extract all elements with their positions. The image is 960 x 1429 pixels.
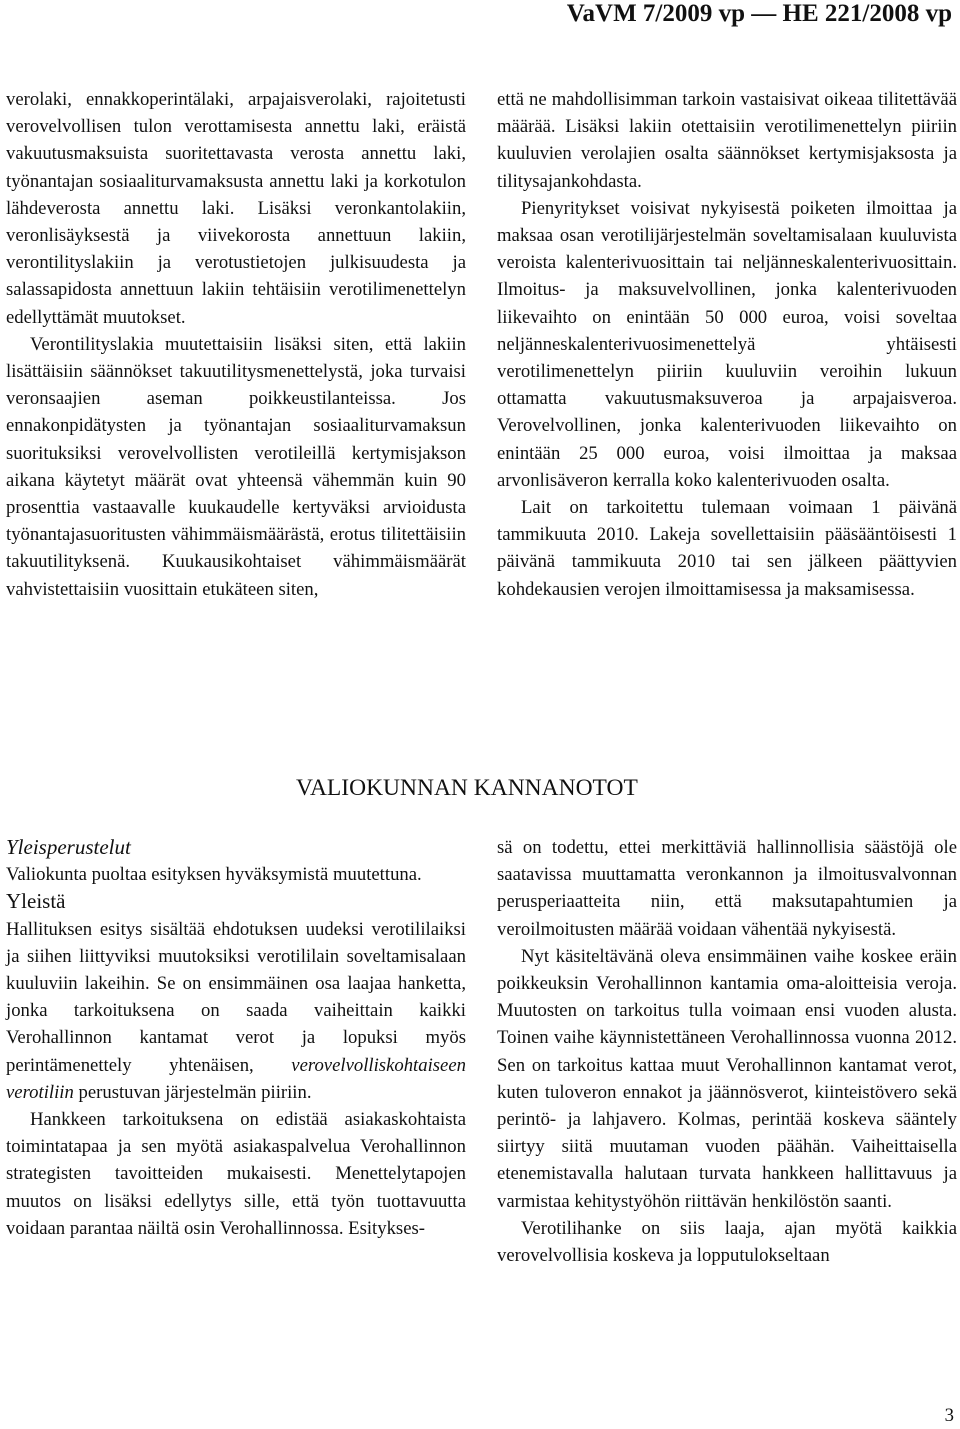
paragraph: Lait on tarkoitettu tulemaan voimaan 1 päivänä tammikuuta 2010. Lakeja sovellettaisiin pääsääntöisesti 1 päivänä tammikuuta 2010 tai sen jälkeen päättyvien kohdekausien verojen ilmoittamisessa ja maksamisessa. bbox=[497, 497, 957, 600]
paragraph: Verontilityslakia muutettaisiin lisäksi siten, että lakiin lisättäisiin säännökset takuutilitysmenettelystä, joka turvaisi veronsaajien aseman poikkeustilanteissa. Jos ennakonpidätysten ja työnantajan sosiaaliturvamaksun suorituksiksi verovelvollisten verotileillä kertymisjakson aikana käytetyt määrät ovat yhteensä vähemmän kuin 90 prosenttia vastaavalle kuukaudelle kertyväksi arvioidusta työnantajasuoritusten vähimmäismäärästä, erotus tilitettäisiin takuutilityksenä. Kuukausikohtaiset vähimmäismäärät vahvistettaisiin vuosittain etukäteen siten, bbox=[6, 333, 466, 600]
paragraph: verolaki, ennakkoperintälaki, arpajaisverolaki, rajoitetusti verovelvollisen tulon verottamisesta annettu laki, eräistä vakuutusmaksuista suoritettavasta verosta annettu laki, työnantajan sosiaaliturvamaksusta annettu laki ja korkotulon lähdeverosta annettu laki. Lisäksi veronkantolakiin, veronlisäyksestä ja viivekorosta annettuun lakiin, verontilityslakiin ja verotustietojen julkisuudesta ja salassapidosta annettuun lakiin tehtäisiin verotilimenettelyn edellyttämät muutokset. bbox=[6, 89, 466, 328]
subheading-general-reasons: Yleisperustelut bbox=[6, 835, 131, 859]
paragraph: Nyt käsiteltävänä oleva ensimmäinen vaihe koskee eräin poikkeuksin Verohallinnon kantamia oma-aloitteisia veroja. Muutosten on tarkoitus tulla voimaan ensi vuoden alusta. Toinen vaihe käynnistettäneen Verohallinnossa vuonna 2012. Sen on tarkoitus kattaa muut Verohallinnon kantamat verot, kuten tuloveron ennakot ja jäännösverot, kiinteistövero sekä perintö- ja lahjavero. Kolmas, perintää koskeva sääntely siirtyy siitä muutaman vuoden päähän. Vaiheittaisella etenemistavalla halutaan turvata hankkeen hallittavuus ja varmistaa kehitystyöhön riittävän henkilöstön saanti. bbox=[497, 945, 957, 1212]
text-run: Hallituksen esitys sisältää ehdotuksen uudeksi verotililaiksi ja siihen liittyviksi muutoksiksi verotililain soveltamisalaan kuuluviin lakeihin. Se on ensimmäinen osa laajaa hanketta, jonka tarkoituksena on saada vaiheittain kaikki Verohallinnon kantamat verot ja lopuksi myös perintämenettely yhtenäisen, bbox=[6, 918, 466, 1076]
paragraph: sä on todettu, ettei merkittäviä hallinnollisia säästöjä ole saatavissa muuttamatta veronkannon ja ilmoitusvalvonnan perusperiaatteita niin, että maksutapahtumien ja veroilmoitusten määrää voidaan vähentää nykyisestä. bbox=[497, 837, 957, 940]
bottom-left-column bbox=[6, 834, 466, 1242]
paragraph: että ne mahdollisimman tarkoin vastaisivat oikeaa tilitettävää määrää. Lisäksi lakiin otettaisiin verotilimenettelyn piiriin kuuluvien verolajien osalta säännökset kertymisjaksosta ja tilitysajankohdasta. bbox=[497, 89, 957, 192]
running-header: VaVM 7/2009 vp — HE 221/2008 vp bbox=[566, 0, 952, 27]
subheading-general: Yleistä bbox=[6, 889, 66, 914]
top-left-column bbox=[6, 86, 466, 603]
section-title: VALIOKUNNAN KANNANOTOT bbox=[296, 775, 638, 801]
paragraph: Valiokunta puoltaa esityksen hyväksymistä muutettuna. bbox=[6, 864, 422, 886]
top-right-column bbox=[497, 86, 957, 603]
paragraph: Verotilihanke on siis laaja, ajan myötä kaikkia verovelvollisia koskeva ja lopputulokseltaan bbox=[497, 1217, 957, 1267]
paragraph bbox=[6, 916, 466, 1106]
page-number: 3 bbox=[944, 1405, 954, 1426]
text-run: perustuvan järjestelmän piiriin. bbox=[73, 1081, 312, 1103]
emphasis-text: verovelvolliskohtaiseen verotiliin bbox=[6, 1054, 466, 1103]
paragraph: Hankkeen tarkoituksena on edistää asiakaskohtaista toimintatapaa ja sen myötä asiakaspalvelua Verohallinnon strategisten tavoitteiden mukaisesti. Menettelytapojen muutos on lisäksi edellytys sille, että työn tuottavuutta voidaan parantaa näiltä osin Verohallinnossa. Esitykses- bbox=[6, 1109, 466, 1239]
bottom-right-column bbox=[497, 834, 957, 1269]
paragraph: Pienyritykset voisivat nykyisestä poiketen ilmoittaa ja maksaa osan verotilijärjestelmän soveltamisalaan kuuluvista veroista kalenterivuosittain tai neljänneskalenterivuosittain. Ilmoitus- ja maksuvelvollinen, jonka kalenterivuoden liikevaihto on enintään 50 000 euroa, voisi soveltaa neljänneskalenterivuosimenettelyä yhtäisesti verotilimenettelyn piiriin kuuluviin veroihin lukuun ottamatta vakuutusmaksuveroa ja arpajaisveroa. Verovelvollinen, jonka kalenterivuoden liikevaihto on enintään 25 000 euroa, voisi ilmoittaa ja maksaa arvonlisäveron kerralla koko kalenterivuoden osalta. bbox=[497, 197, 957, 491]
